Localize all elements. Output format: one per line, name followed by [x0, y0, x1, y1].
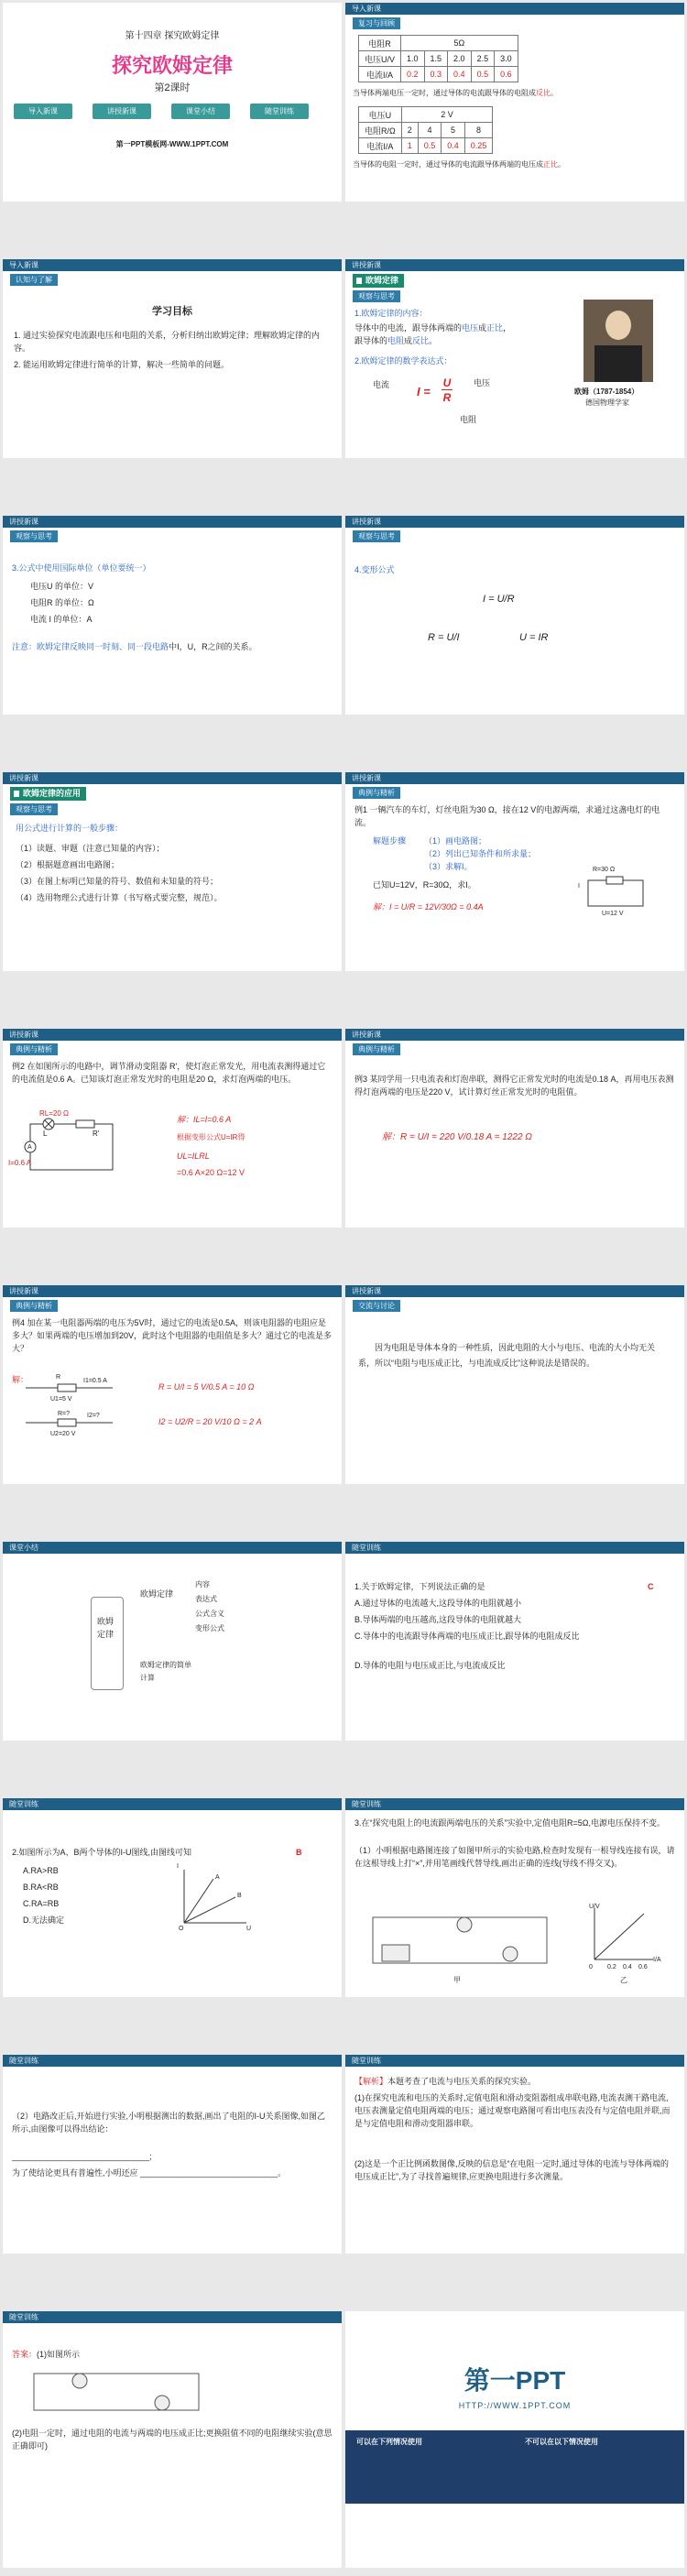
figure-label-jia: 甲 [453, 1976, 461, 1984]
example-question: 例3 某同学用一只电流表和灯泡串联，测得它正常发光时的电流是0.18 A，再用电压表测得灯泡两端的电压是220 V，试计算灯丝正常发光时的电阻值。 [354, 1075, 674, 1097]
tick-1: 0.2 [607, 1964, 616, 1970]
answer-line-1: 解：IL=I=0.6 A [177, 1115, 232, 1124]
slide-header: 讲授新课 [3, 516, 342, 528]
goals-title: 学习目标 [152, 306, 192, 317]
unit-resistance: 电阻R 的单位：Ω [30, 598, 94, 607]
slide-example-3 [345, 1029, 684, 1228]
slide-steps [3, 772, 342, 971]
site-link[interactable]: 第一PPT模板网-WWW.1PPT.COM [115, 140, 229, 148]
example-answer: 解：R = U/I = 220 V/0.18 A = 1222 Ω [382, 1132, 532, 1142]
section-tag: 观察与思考 [353, 530, 400, 542]
section-title: 欧姆定律 [353, 274, 404, 288]
slide-header: 讲授新课 [345, 1285, 684, 1297]
formula-variant-3: U = IR [519, 632, 549, 643]
analysis-part-1: (1)在探究电流和电压的关系时,定值电阻和滑动变阻器组成串联电路,电流表测干路电流,电压表测量定值电阻两端的电压；通过观察电路图可看出电压表没有与定值电阻并联,而是与定值电阻和滑动变阻器串联。 [354, 2093, 671, 2128]
section-tag: 观察与思考 [353, 290, 400, 302]
circuit-label-i: I [578, 883, 580, 890]
conclusion-1: 当导体两端电压一定时，通过导体的电流跟导体的电阻成反比。 [353, 89, 558, 97]
slide-quiz-2 [3, 1798, 342, 1997]
circuit-label-u: U=12 V [602, 911, 624, 917]
slide-header: 讲授新课 [345, 1029, 684, 1041]
steps-heading: 用公式进行计算的一般步骤： [16, 824, 124, 833]
slide-units [3, 516, 342, 715]
quiz-answer: C [648, 1582, 654, 1591]
label-current: 电流 [373, 380, 390, 389]
solve-step-3: （3）求解I。 [424, 862, 473, 871]
slide-example-4 [3, 1285, 342, 1484]
label-rl: RL=20 Ω [39, 1109, 69, 1118]
quiz-option-c[interactable]: C.导体中的电流跟导体两端的电压成正比,跟导体的电阻成反比 [354, 1632, 580, 1641]
label-l: L [43, 1130, 48, 1138]
summary-root-label: 欧姆定律 [97, 1617, 114, 1639]
quiz-option-b[interactable]: B.导体两端的电压越高,这段导体的电阻就越大 [354, 1615, 522, 1624]
conclusion-2: 当导体的电阻一定时，通过导体的电流跟导体两端的电压成正比。 [353, 160, 565, 169]
summary-root [91, 1597, 124, 1690]
units-heading: 3.公式中使用国际单位（单位要统一） [12, 563, 151, 573]
circuit-diagram [21, 1106, 122, 1179]
analysis-intro: 【解析】本题考查了电流与电压关系的探究实验。 [354, 2077, 537, 2086]
section-tag: 复习与回顾 [353, 17, 400, 29]
solve-step-1: （1）画电路图； [424, 836, 487, 846]
goal-1: 1. 通过实验探究电流跟电压和电阻的关系，分析归纳出欧姆定律；理解欧姆定律的内容。 [14, 331, 321, 353]
portrait-caption: 欧姆（1787-1854） [574, 387, 639, 396]
section-tag: 典例与精析 [353, 787, 400, 799]
step-1: （1）读题、审题（注意已知量的内容）； [16, 844, 165, 853]
summary-leaf-expression: 表达式 [195, 1595, 217, 1603]
section-tag: 观察与思考 [10, 530, 58, 542]
slide-header: 随堂训练 [345, 1542, 684, 1554]
summary-leaf-variants: 变形公式 [195, 1624, 224, 1632]
slide-header: 讲授新课 [345, 516, 684, 528]
variants-heading: 4.变形公式 [354, 565, 395, 574]
footer-heading-disallowed: 不可以在以下情况使用 [525, 2438, 598, 2446]
section-tag: 典例与精析 [353, 1043, 400, 1055]
slide-header: 随堂训练 [345, 1798, 684, 1810]
example-question: 例2 在如图所示的电路中，调节滑动变阻器 R'，使灯泡正常发光，用电流表测得通过它的电流值是0.6 A。已知该灯泡正常发光时的电阻是20 Ω，求灯泡两端的电压。 [12, 1062, 326, 1084]
slide-goals [3, 259, 342, 458]
slide-header: 随堂训练 [3, 2311, 342, 2323]
slide-header: 随堂训练 [3, 1798, 342, 1810]
answer-line-1: R = U/I = 5 V/0.5 A = 10 Ω [158, 1382, 255, 1392]
slide-example-2 [3, 1029, 342, 1228]
slide-cover [3, 3, 342, 202]
solve-label: 解： [12, 1375, 29, 1384]
quiz-question: 1.关于欧姆定律，下列说法正确的是 [354, 1582, 485, 1591]
slide-header: 导入新课 [345, 3, 684, 15]
slide-header: 讲授新课 [3, 1029, 342, 1041]
analysis-part-2: (2)这是一个正比例函数图像,反映的信息是“在电阻一定时,通过导体的电流与导体两端的电压成正比”,为了寻找普遍规律,应更换电阻进行多次测量。 [354, 2159, 669, 2181]
example-answer: 解：I = U/R = 12V/30Ω = 0.4A [373, 902, 484, 911]
slide-header: 讲授新课 [3, 1285, 342, 1297]
ohm-portrait [583, 300, 653, 382]
slide-review [345, 3, 684, 202]
nav-button-lecture[interactable]: 讲授新课 [93, 104, 151, 119]
units-note: 注意：欧姆定律反映同一时刻、同一段电路中I，U，R之间的关系。 [12, 642, 257, 651]
cover-title: 探究欧姆定律 [111, 54, 233, 77]
table-resistance: 电压U 2 V 电阻R/Ω 2 4 5 8 电流I/A 1 0.5 0.4 0.25 [358, 106, 493, 154]
slide-header: 课堂小结 [3, 1542, 342, 1554]
slide-header: 讲授新课 [345, 772, 684, 784]
answer-text-1: 答案：(1)如图所示 [12, 2350, 81, 2359]
slide-summary [3, 1542, 342, 1741]
formula-variant-1: I = U/R [483, 594, 515, 605]
summary-node-calc: 欧姆定律的简单计算 [140, 1661, 191, 1682]
answer-line-3: UL=ILRL [177, 1152, 210, 1161]
diagram-label-i2: I2=? [87, 1413, 100, 1419]
unit-current: 电流 I 的单位：A [30, 615, 93, 624]
slide-answer [3, 2311, 342, 2568]
answer-blank-2[interactable]: ______________________________。 [140, 2168, 287, 2178]
quiz-part-1: （1）小明根据电路图连接了如图甲所示的实验电路,检查时发现有一根导线连接有误，请在这根导线上打“×”,并用笔画线代替导线,画出正确的连线(导线不得交叉)。 [354, 1846, 675, 1868]
slide-header: 导入新课 [3, 259, 342, 271]
slide-quiz-3b [3, 2055, 342, 2254]
quiz-part-2b: 为了使结论更具有普遍性,小明还应 [12, 2168, 138, 2178]
brand-url[interactable]: HTTP://WWW.1PPT.COM [458, 2401, 572, 2410]
slide-header: 讲授新课 [345, 259, 684, 271]
nav-button-summary[interactable]: 课堂小结 [171, 104, 230, 119]
origin-label: 0 [589, 1964, 593, 1970]
slide-header: 随堂训练 [345, 2055, 684, 2067]
section-tag: 交流与讨论 [353, 1300, 400, 1312]
diagram-label-r2: R=? [58, 1411, 71, 1417]
quiz-option-d[interactable]: D.无法确定 [23, 1916, 65, 1925]
summary-node-law: 欧姆定律 [140, 1589, 174, 1599]
slide-discussion [345, 1285, 684, 1484]
section-tag: 典例与精析 [10, 1043, 58, 1055]
answer-circuit [25, 2364, 208, 2419]
line-label-a: A [215, 1874, 220, 1881]
quiz-option-d[interactable]: D.导体的电阻与电压成正比,与电流成反比 [354, 1661, 506, 1670]
axis-i: I [177, 1863, 179, 1870]
answer-blank-1[interactable]: ______________________________; [12, 2152, 152, 2161]
slide-quiz-3 [345, 1798, 684, 1997]
solve-step-2: （2）列出已知条件和所求量； [424, 849, 537, 858]
formula-r: R [442, 391, 452, 404]
law-statement: 导体中的电流，跟导体两端的电压成正比， 跟导体的电阻成反比。 [354, 323, 512, 345]
step-2: （2）根据题意画出电路图； [16, 860, 120, 869]
unit-voltage: 电压U 的单位：V [30, 582, 94, 591]
formula-u: U [442, 377, 452, 389]
quiz-option-a[interactable]: A.RA>RB [23, 1866, 59, 1875]
axis-u: U/V [589, 1904, 600, 1910]
answer-line-2: I2 = U2/R = 20 V/10 Ω = 2 A [158, 1417, 262, 1426]
slide-example-1 [345, 772, 684, 971]
slide-variants [345, 516, 684, 715]
formula-variant-2: R = U/I [428, 632, 460, 643]
formula-i: I = [417, 385, 431, 398]
answer-text-2: (2)电阻一定时，通过电阻的电流与两端的电压成正比;更换阻值不同的电阻继续实验(意思正确即可) [12, 2429, 333, 2450]
diagram-label-u2: U2=20 V [50, 1431, 76, 1437]
footer-heading-allowed: 可以在下列情况使用 [356, 2438, 422, 2446]
cover-subtitle: 第2课时 [154, 82, 191, 93]
diagram-label-r: R [56, 1374, 61, 1381]
circuit-label-r: R=30 Ω [593, 867, 616, 873]
step-3: （3）在图上标明已知量的符号、数值和未知量的符号； [16, 877, 219, 886]
quiz-answer: B [296, 1848, 302, 1857]
goal-2: 2. 能运用欧姆定律进行简单的计算，解决一些简单的问题。 [14, 360, 230, 369]
slide-header: 随堂训练 [3, 2055, 342, 2067]
label-resistance: 电阻 [460, 415, 477, 424]
discussion-text: 因为电阻是导体本身的一种性质，因此电阻的大小与电压、电流的大小均无关系，所以“电阻与电压成正比，与电流成反比”这种说法是错误的。 [358, 1343, 656, 1368]
iu-graph [585, 1905, 659, 1969]
section-tag: 典例与精析 [10, 1300, 58, 1312]
origin-label: O [179, 1926, 184, 1932]
portrait-subcaption: 德国物理学家 [585, 398, 629, 407]
content-heading: 1.欧姆定律的内容： [354, 309, 428, 318]
circuit-photo [364, 1908, 556, 1972]
section-tag: 认知与了解 [10, 274, 58, 286]
example-question: 例4 加在某一电阻器两端的电压为5V时，通过它的电流是0.5A，则该电阻器的电阻应是多大？如果两端的电压增加到20V，此时这个电阻器的电阻值是多大？通过它的电流是多大？ [12, 1318, 333, 1353]
footer-panel [345, 2430, 684, 2504]
step-4: （4）选用物理公式进行计算（书写格式要完整，规范）。 [16, 893, 223, 902]
slide-quiz-1 [345, 1542, 684, 1741]
quiz-option-b[interactable]: B.RA<RB [23, 1883, 59, 1892]
label-rp: R' [93, 1130, 100, 1138]
brand-logo: 第一PPT [463, 2366, 566, 2395]
nav-button-practice[interactable]: 随堂训练 [250, 104, 309, 119]
label-ammeter: A [27, 1144, 32, 1151]
summary-leaf-meaning: 公式含义 [195, 1610, 224, 1618]
slide-analysis [345, 2055, 684, 2254]
section-tag: 观察与思考 [10, 803, 58, 815]
section-title: 欧姆定律的应用 [10, 787, 86, 801]
line-label-b: B [237, 1893, 242, 1899]
label-current: I=0.6 A [8, 1159, 32, 1167]
diagram-label-i1: I1=0.5 A [83, 1378, 107, 1384]
table-voltage: 电阻R 5Ω 电压U/V 1.0 1.5 2.0 2.5 3.0 电流I/A 0.2 0.3 0.4 0.5 0.6 [358, 35, 518, 82]
diagram-label-u1: U1=5 V [50, 1396, 72, 1403]
figure-label-yi: 乙 [620, 1976, 627, 1984]
slide-ohm-law [345, 259, 684, 458]
axis-i: I/A [653, 1957, 661, 1963]
example-question: 例1 一辆汽车的车灯，灯丝电阻为30 Ω，接在12 V的电源两端，求通过这盏电灯的电流。 [354, 805, 660, 827]
quiz-question: 3.在“探究电阻上的电流跟两端电压的关系”实验中,定值电阻R=5Ω,电源电压保持不变。 [354, 1818, 665, 1828]
label-voltage: 电压 [474, 378, 491, 387]
quiz-option-c[interactable]: C.RA=RB [23, 1899, 60, 1908]
tick-2: 0.4 [623, 1964, 632, 1970]
axis-u: U [246, 1926, 252, 1932]
quiz-part-2: （2）电路改正后,开始进行实验,小明根据测出的数据,画出了电阻的I-U关系图像,如图乙所示,由图像可以得出结论： [12, 2112, 326, 2134]
chapter-title: 第十四章 探究欧姆定律 [125, 31, 220, 41]
summary-leaf-content: 内容 [195, 1580, 210, 1588]
tick-3: 0.6 [638, 1964, 648, 1970]
nav-button-intro[interactable]: 导入新课 [14, 104, 72, 119]
answer-line-2: 根据变形公式U=IR得 [177, 1133, 245, 1141]
formula-heading: 2.欧姆定律的数学表达式： [354, 356, 453, 366]
steps-label: 解题步骤 [373, 836, 407, 846]
known-values: 已知U=12V，R=30Ω，求I。 [373, 880, 476, 890]
slide-header: 讲授新课 [3, 772, 342, 784]
answer-line-4: =0.6 A×20 Ω=12 V [177, 1168, 245, 1177]
slide-brand [345, 2311, 684, 2568]
quiz-option-a[interactable]: A.通过导体的电流越大,这段导体的电阻就越小 [354, 1599, 522, 1608]
quiz-question: 2.如图所示为A、B两个导体的I-U图线,由图线可知 [12, 1848, 192, 1857]
